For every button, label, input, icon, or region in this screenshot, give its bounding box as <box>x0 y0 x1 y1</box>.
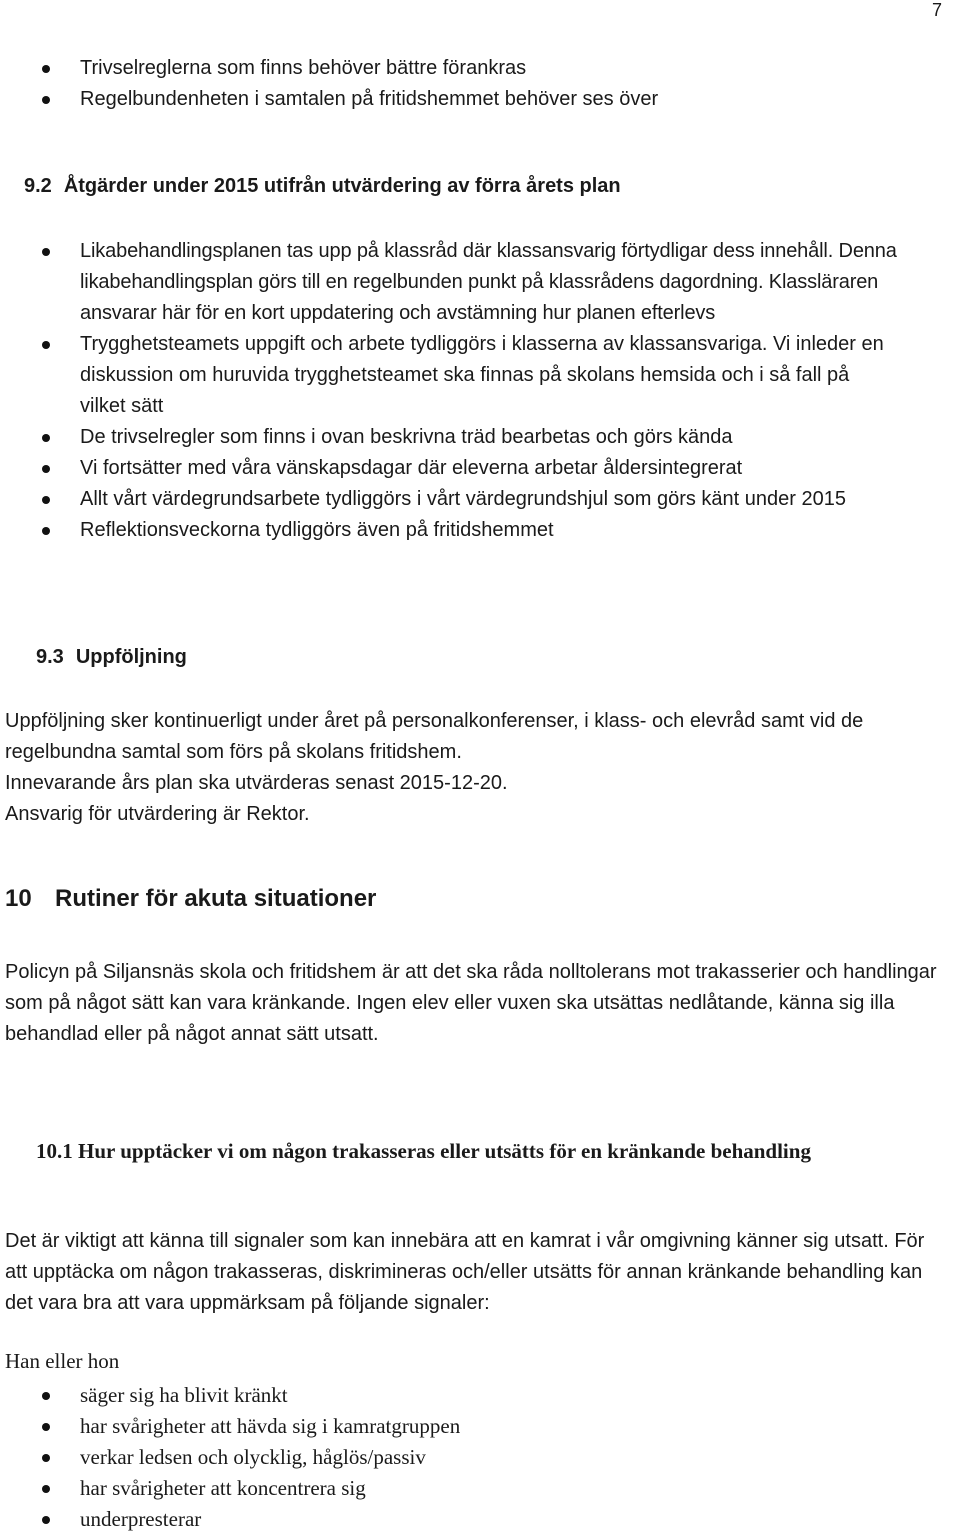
section-9-3-paragraph: Uppföljning sker kontinuerligt under året på personalkonferenser, i klass- och elevråd samt vid de regelbundna samtal som förs på skolans fritidshem. Innevarande års plan ska utvärderas senast 2015-12-20. Ansvarig för utvärdering är Rektor. <box>5 710 864 825</box>
list-item: Regelbundenheten i samtalen på fritidshemmet behöver ses över <box>0 84 955 115</box>
list-item: har svårigheter att hävda sig i kamratgruppen <box>0 1411 955 1442</box>
section-10-paragraph: Policyn på Siljansnäs skola och fritidshem är att det ska råda nolltolerans mot trakasserier och handlingar som på något sätt kan vara kränkande. Ingen elev eller vuxen ska utsättas nedlåtande, känna sig illa behandlad eller på något annat sätt utsatt. <box>5 961 937 1045</box>
bullet-icon <box>42 1454 50 1462</box>
list-item: Allt vårt värdegrundsarbete tydliggörs i vårt värdegrundshjul som görs känt under 2015 <box>0 484 900 515</box>
section-10-heading: 10 Rutiner för akuta situationer <box>5 885 377 912</box>
bullet-icon <box>42 341 50 349</box>
page-number: 7 <box>931 0 942 20</box>
bullet-icon <box>42 465 50 473</box>
signals-list <box>0 1380 955 1535</box>
list-item: verkar ledsen och olycklig, håglös/passiv <box>0 1442 955 1473</box>
list-item: säger sig ha blivit kränkt <box>0 1380 955 1411</box>
bullet-icon <box>42 1485 50 1493</box>
list-item: Vi fortsätter med våra vänskapsdagar där eleverna arbetar åldersintegrerat <box>0 453 900 484</box>
list-item: Likabehandlingsplanen tas upp på klassråd där klassansvarig förtydligar dess innehåll. Denna likabehandlingsplan görs till en regelbunden punkt på klassrådens dagordning. Klassläraren ansvarar här för en kort uppdatering och avstämning hur planen efterlevs <box>0 236 900 329</box>
list-item: Reflektionsveckorna tydliggörs även på fritidshemmet <box>0 515 900 546</box>
bullet-list-top <box>0 53 955 115</box>
bullet-icon <box>42 1423 50 1431</box>
bullet-icon <box>42 496 50 504</box>
list-item: Trivselreglerna som finns behöver bättre förankras <box>0 53 955 84</box>
section-9-2-heading: 9.2 Åtgärder under 2015 utifrån utvärdering av förra årets plan <box>24 175 621 197</box>
bullet-icon <box>42 96 50 104</box>
section-9-3-heading: 9.3 Uppföljning <box>36 646 187 668</box>
bullet-icon <box>42 1516 50 1524</box>
bullet-list-9-2 <box>0 236 900 546</box>
list-item: har svårigheter att koncentrera sig <box>0 1473 955 1504</box>
bullet-icon <box>42 248 50 256</box>
section-10-1-heading: 10.1 Hur upptäcker vi om någon trakasseras eller utsätts för en kränkande behandling <box>36 1139 811 1163</box>
list-item: underpresterar <box>0 1504 955 1535</box>
bullet-icon <box>42 1392 50 1400</box>
bullet-icon <box>42 65 50 73</box>
section-10-1-paragraph: Det är viktigt att känna till signaler som kan innebära att en kamrat i vår omgivning känner sig utsatt. För att upptäcka om någon trakasseras, diskrimineras och/eller utsätts för annan kränkande behandling kan det vara bra att vara uppmärksam på följande signaler: <box>5 1230 925 1314</box>
list-item: De trivselregler som finns i ovan beskrivna träd bearbetas och görs kända <box>0 422 900 453</box>
list-item: Trygghetsteamets uppgift och arbete tydliggörs i klasserna av klassansvariga. Vi inleder en diskussion om huruvida trygghetsteamet ska finnas på skolans hemsida och i så fall på vilket sätt <box>0 329 900 422</box>
bullet-icon <box>42 527 50 535</box>
signals-intro: Han eller hon <box>5 1349 120 1373</box>
bullet-icon <box>42 434 50 442</box>
